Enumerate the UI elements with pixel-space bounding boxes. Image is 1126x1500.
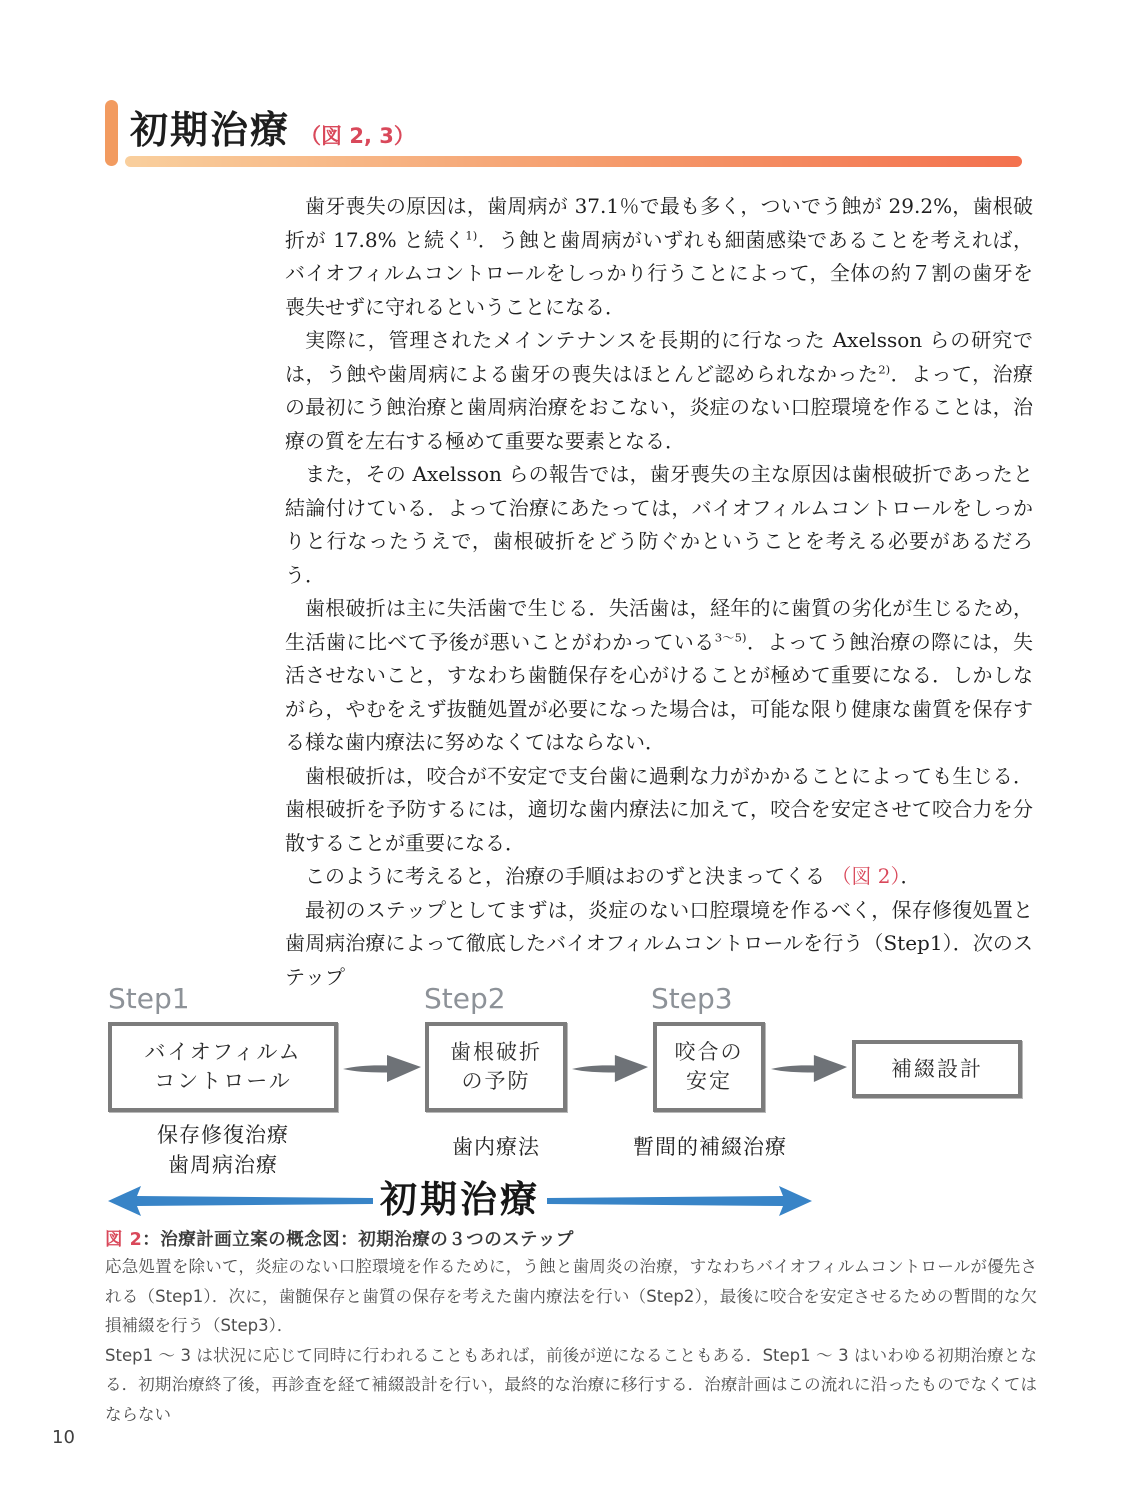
sub-label-line: 暫間的補綴治療 (633, 1135, 787, 1159)
step1-label: Step1 (108, 982, 190, 1015)
step2-label: Step2 (424, 982, 506, 1015)
body-paragraph: 歯根破折は主に失活歯で生じる．失活歯は，経年的に歯質の劣化が生じるため，生活歯に比べて予後が悪いことがわかっている$^{3\sim 5)}$．よってう蝕治療の際には，失活させないこと，すなわち歯髄保存を心がけることが極めて重要になる．しかしながら，やむをえず抜髄処置が必要になった場合は，可能な限り健康な歯質を保存する様な歯内療法に努めなくてはならない． (285, 596, 1034, 754)
caption-paragraph: 応急処置を除いて，炎症のない口腔環境を作るために，う蝕と歯周炎の治療，すなわちバイオフィルムコントロールが優先される（Step1）．次に，歯髄保存と歯質の保存を考えた歯内療法を行い（Step2），最後に咬合を安定させるための暫間的な欠損補綴を行う（Step3）． (105, 1257, 1037, 1335)
body-paragraph: 歯根破折は，咬合が不安定で支台歯に過剰な力がかかることによっても生じる．歯根破折を予防するには，適切な歯内療法に加えて，咬合を安定させて咬合力を分散することが重要になる． (285, 763, 1033, 855)
figure-caption-text: ：治療計画立案の概念図：初期治療の３つのステップ (142, 1230, 574, 1250)
flow-box-line: の予防 (461, 1069, 531, 1093)
sub-label-step2 (425, 1132, 567, 1162)
right-arrow-icon (770, 1044, 848, 1088)
right-arrow-icon (571, 1044, 649, 1088)
figure-reference: （図 2, 3） (300, 124, 415, 148)
sub-label-line: 歯内療法 (452, 1135, 540, 1159)
body-paragraph: また，その Axelsson らの報告では，歯牙喪失の主な原因は歯根破折であったと結論付けている．よって治療にあたっては，バイオフィルムコントロールをしっかりと行なったうえで，歯根破折をどう防ぐかということを考える必要があるだろう． (285, 462, 1033, 587)
right-arrow-icon (342, 1044, 422, 1088)
caption-paragraph: Step1 ～ 3 は状況に応じて同時に行われることもあれば，前後が逆になることもある．Step1 ～ 3 はいわゆる初期治療となる．初期治療終了後，再診査を経て補綴設計を行い，最終的な治療に移行する．治療計画はこの流れに沿ったものでなくてはならない (105, 1345, 1037, 1424)
flow-box-biofilm-control (108, 1022, 338, 1112)
sub-label-line: 保存修復治療 (157, 1123, 289, 1147)
body-paragraph: このように考えると，治療の手順はおのずと決まってくる （図 2）． (305, 864, 921, 888)
body-paragraph: 実際に，管理されたメインテナンスを長期的に行なった Axelsson らの研究では，う蝕や歯周病による歯牙の喪失はほとんど認められなかった$^{2)}$．よって，治療の最初にう蝕治療と歯周病治療をおこない，炎症のない口腔環境を作ることは，治療の質を左右する極めて重要な要素となる． (285, 328, 1033, 453)
flow-box-root-fracture-prevention (425, 1022, 567, 1112)
figure-caption-number: 図 2 (105, 1230, 143, 1250)
figure-caption-body (105, 1252, 1037, 1429)
accent-bar-vertical (105, 100, 118, 166)
sub-label-line: 歯周病治療 (168, 1153, 278, 1177)
accent-bar-gradient (125, 156, 1022, 167)
body-text (285, 190, 1033, 994)
body-paragraph: 歯牙喪失の原因は，歯周病が 37.1％で最も多く，ついでう蝕が 29.2%，歯根破折が 17.8% と続く$^{1)}$．う蝕と歯周病がいずれも細菌感染であることを考えれば，バイオフィルムコントロールをしっかり行うことによって，全体の約７割の歯牙を喪失せずに守れるということになる． (285, 194, 1034, 319)
flow-box-line: 補綴設計 (891, 1056, 983, 1081)
page-number: 10 (52, 1427, 75, 1448)
flow-box-occlusal-stability (653, 1022, 765, 1112)
flow-box-line: 歯根破折 (450, 1040, 542, 1064)
flow-box-line: 安定 (686, 1069, 732, 1093)
page-title: 初期治療 (130, 108, 291, 152)
diagram-axis-label: 初期治療 (380, 1178, 540, 1221)
sub-label-step3 (625, 1132, 795, 1162)
body-paragraph: 最初のステップとしてまずは，炎症のない口腔環境を作るべく，保存修復処置と歯周病治療によって徹底したバイオフィルムコントロールを行う（Step1）．次のステップ (285, 897, 1033, 989)
flow-box-line: コントロール (154, 1069, 292, 1093)
flow-box-line: 咬合の (674, 1040, 744, 1064)
figure-caption-title (105, 1226, 574, 1251)
flow-box-prosthetic-design (852, 1040, 1022, 1098)
flow-box-line: バイオフィルム (144, 1040, 302, 1064)
step3-label: Step3 (651, 982, 733, 1015)
